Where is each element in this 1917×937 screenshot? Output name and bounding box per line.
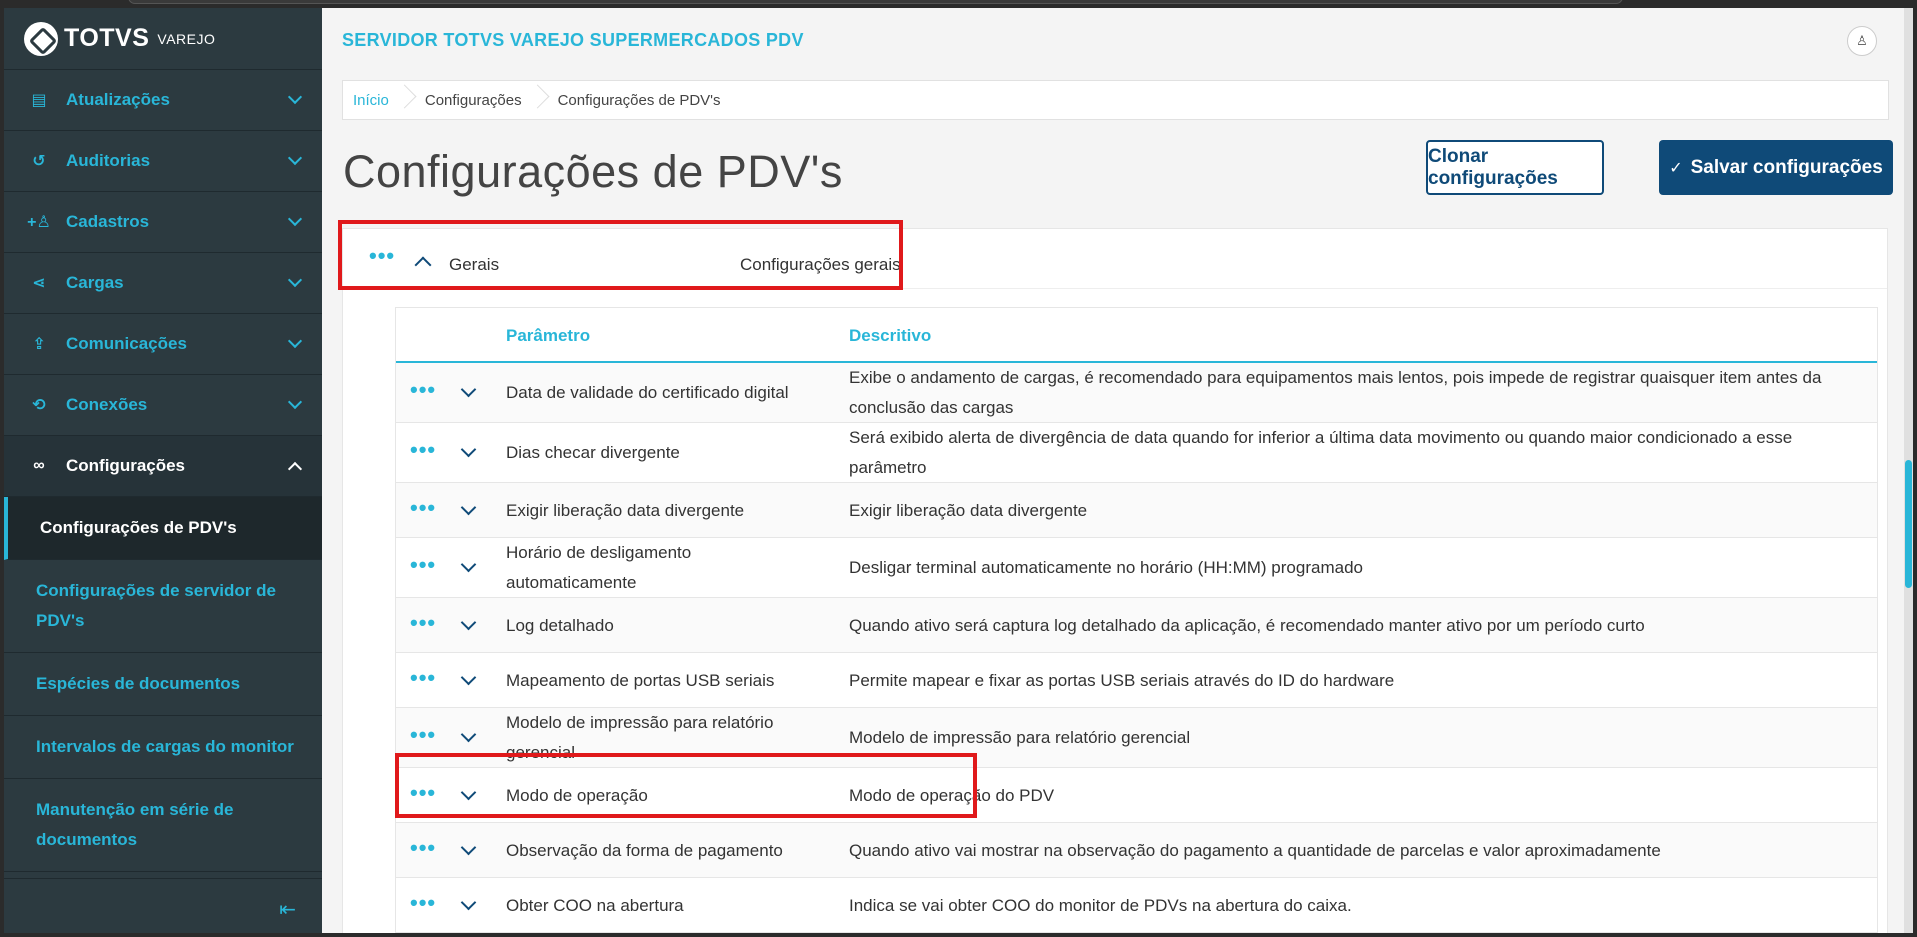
chevron-down-icon[interactable]: [461, 499, 477, 515]
sidebar-subitem-manutencao[interactable]: Manutenção em série de documentos: [4, 779, 322, 872]
param-name: Horário de desligamento automaticamente: [506, 543, 692, 592]
more-options-icon[interactable]: •••: [410, 889, 437, 915]
chevron-down-icon[interactable]: [461, 614, 477, 630]
sidebar-item-label: Comunicações: [66, 334, 187, 353]
more-options-icon[interactable]: •••: [410, 779, 437, 805]
main-content: [322, 8, 1913, 933]
chevron-down-icon[interactable]: [461, 557, 477, 573]
chevron-down-icon[interactable]: [461, 894, 477, 910]
param-name: Exigir liberação data divergente: [506, 500, 745, 520]
param-description: Modo de operação do PDV: [849, 785, 1055, 805]
server-icon: ▤: [31, 92, 47, 109]
sidebar-item-cadastros[interactable]: [4, 192, 322, 253]
chevron-down-icon: [288, 334, 302, 348]
sidebar-subitem-especies[interactable]: Espécies de documentos: [4, 653, 322, 716]
more-options-icon[interactable]: •••: [410, 494, 437, 520]
more-options-icon[interactable]: •••: [410, 437, 437, 462]
group-description: Configurações gerais: [740, 255, 901, 274]
param-name: Modelo de impressão para relatório gerencial: [506, 713, 774, 762]
table-row[interactable]: [396, 823, 1877, 878]
save-label: Salvar configurações: [1690, 156, 1883, 178]
table-body: [396, 363, 1877, 933]
brand-name: TOTVS: [64, 24, 150, 52]
server-title: SERVIDOR TOTVS VAREJO SUPERMERCADOS PDV: [342, 30, 804, 50]
more-options-icon[interactable]: •••: [410, 722, 437, 747]
param-description: Indica se vai obter COO do monitor de PDVs na abertura do caixa.: [849, 895, 1352, 915]
scrollbar[interactable]: [1904, 8, 1913, 933]
param-description: Desligar terminal automaticamente no horário (HH:MM) programado: [849, 558, 1363, 577]
params-table: [395, 307, 1878, 933]
sidebar-item-auditorias[interactable]: [4, 131, 322, 192]
window-top-bar: [0, 0, 1917, 8]
group-name: Gerais: [449, 255, 500, 274]
link-icon: ∞: [33, 457, 45, 474]
table-row[interactable]: [396, 538, 1877, 598]
user-icon[interactable]: ♙: [1847, 26, 1877, 56]
sidebar-subitem-pdv-config[interactable]: Configurações de PDV's: [4, 497, 322, 560]
param-description: Será exibido alerta de divergência de data quando for inferior a última data movimento ou quando maior condicionado a esse parâmetro: [849, 428, 1793, 477]
more-options-icon[interactable]: •••: [410, 834, 437, 860]
group-row[interactable]: [343, 239, 1887, 289]
column-header-param[interactable]: Parâmetro: [506, 326, 591, 345]
chevron-down-icon: [288, 395, 302, 409]
sidebar-item-label: Auditorias: [66, 151, 151, 170]
more-options-icon[interactable]: •••: [410, 664, 437, 690]
param-description: Permite mapear e fixar as portas USB seriais através do ID do hardware: [849, 670, 1395, 690]
breadcrumb: [342, 80, 1889, 120]
param-description: Quando ativo será captura log detalhado da aplicação, é recomendado manter ativo por um período curto: [849, 615, 1645, 635]
sidebar-item-label: Cadastros: [66, 212, 150, 231]
share-icon: ⋖: [32, 275, 46, 292]
chevron-down-icon: [288, 90, 302, 104]
sidebar-item-cargas[interactable]: [4, 253, 322, 314]
sidebar-item-configuracoes[interactable]: [4, 436, 322, 497]
chevron-down-icon[interactable]: [461, 727, 477, 743]
table-row[interactable]: [396, 598, 1877, 653]
file-upload-icon: ⇪: [32, 336, 46, 353]
collapse-menu-icon[interactable]: ⇤: [279, 899, 296, 921]
sidebar-item-label: Configurações: [66, 456, 186, 475]
param-description: Quando ativo vai mostrar na observação do pagamento a quantidade de parcelas e valor aproximadamente: [849, 840, 1661, 860]
sidebar-subitem-intervalos[interactable]: Intervalos de cargas do monitor: [4, 716, 322, 779]
sidebar-item-conexoes[interactable]: [4, 375, 322, 436]
param-name: Modo de operação: [506, 785, 648, 805]
column-header-desc[interactable]: Descritivo: [849, 326, 932, 345]
sidebar-item-atualizacoes[interactable]: [4, 70, 322, 131]
chevron-down-icon[interactable]: [461, 784, 477, 800]
table-row[interactable]: [396, 768, 1877, 823]
more-options-icon[interactable]: •••: [410, 609, 437, 635]
totvs-logo-icon: [24, 22, 58, 56]
clone-config-button[interactable]: Clonar configurações: [1426, 140, 1604, 195]
page-title: Configurações de PDV's: [343, 146, 843, 197]
file-sync-icon: ⟲: [32, 397, 46, 414]
chevron-up-icon: [288, 462, 302, 476]
param-name: Dias checar divergente: [506, 443, 680, 462]
param-description: Exibe o andamento de cargas, é recomendado para equipamentos mais lentos, pois impede de registrar quaisquer item antes da conclusão das cargas: [849, 368, 1822, 417]
chevron-down-icon[interactable]: [461, 442, 477, 458]
breadcrumb-current: Configurações de PDV's: [557, 91, 721, 109]
user-add-icon: +♙: [27, 214, 51, 231]
scrollbar-thumb[interactable]: [1905, 460, 1912, 588]
table-row[interactable]: [396, 878, 1877, 933]
table-header: [396, 308, 1877, 363]
table-row[interactable]: [396, 483, 1877, 538]
chevron-down-icon: [288, 151, 302, 165]
check-icon: ✓: [1669, 159, 1683, 177]
more-options-icon[interactable]: •••: [410, 377, 437, 402]
breadcrumb-home[interactable]: Início: [343, 92, 415, 109]
chevron-down-icon[interactable]: [461, 669, 477, 685]
sidebar-item-label: Conexões: [66, 395, 148, 414]
param-description: Modelo de impressão para relatório gerencial: [849, 728, 1191, 747]
param-name: Log detalhado: [506, 615, 614, 635]
config-group-card: [342, 228, 1888, 933]
sidebar-item-label: Cargas: [66, 273, 124, 292]
sidebar: [4, 8, 322, 933]
chevron-up-icon[interactable]: [415, 257, 432, 274]
table-row[interactable]: [396, 708, 1877, 768]
param-description: Exigir liberação data divergente: [849, 500, 1088, 520]
param-name: Obter COO na abertura: [506, 895, 684, 915]
table-row[interactable]: [396, 363, 1877, 423]
sidebar-item-comunicacoes[interactable]: [4, 314, 322, 375]
param-name: Mapeamento de portas USB seriais: [506, 670, 775, 690]
sidebar-footer: [4, 878, 322, 933]
param-name: Data de validade do certificado digital: [506, 383, 789, 402]
logo[interactable]: [4, 8, 322, 70]
address-bar[interactable]: [128, 0, 1623, 4]
table-row[interactable]: [396, 653, 1877, 708]
more-options-icon[interactable]: •••: [369, 243, 396, 268]
sidebar-item-label: Atualizações: [66, 90, 170, 109]
brand-sub: VAREJO: [157, 30, 216, 47]
param-name: Observação da forma de pagamento: [506, 840, 783, 860]
table-row[interactable]: [396, 423, 1877, 483]
history-icon: ↺: [32, 153, 46, 170]
save-config-button[interactable]: [1659, 140, 1893, 195]
more-options-icon[interactable]: •••: [410, 552, 437, 577]
breadcrumb-config[interactable]: Configurações: [415, 92, 548, 109]
chevron-down-icon[interactable]: [461, 839, 477, 855]
chevron-down-icon[interactable]: [461, 382, 477, 398]
chevron-down-icon: [288, 212, 302, 226]
sidebar-subitem-server-config[interactable]: Configurações de servidor de PDV's: [4, 560, 322, 653]
chevron-down-icon: [288, 273, 302, 287]
